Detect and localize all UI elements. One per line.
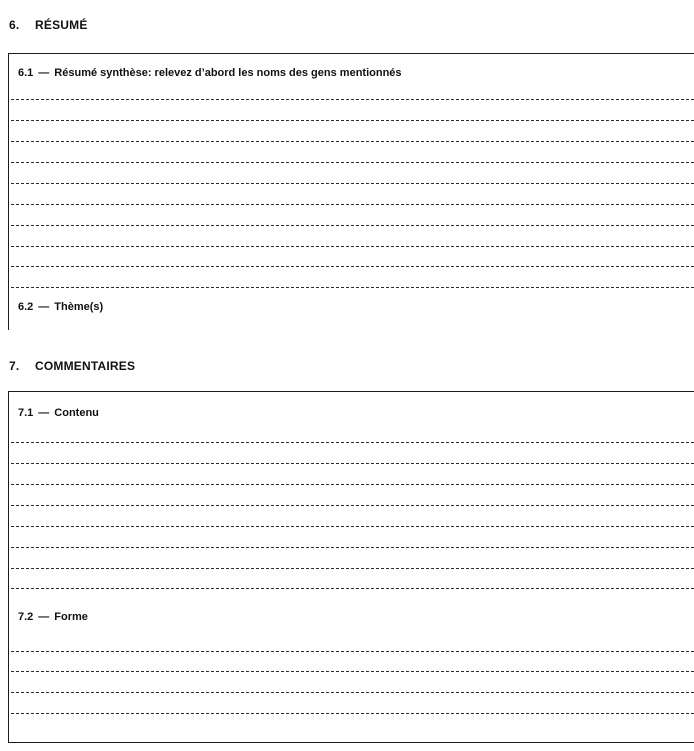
writing-line[interactable] bbox=[11, 162, 694, 163]
field-7-2-number: 7.2 bbox=[18, 611, 34, 623]
field-6-2-dash: — bbox=[38, 301, 50, 313]
field-6-2-number: 6.2 bbox=[18, 301, 34, 313]
writing-line[interactable] bbox=[11, 692, 694, 693]
commentaires-box bbox=[8, 391, 694, 743]
writing-line[interactable] bbox=[11, 713, 694, 714]
section-6-number: 6. bbox=[9, 18, 20, 32]
writing-line[interactable] bbox=[11, 588, 694, 589]
writing-line[interactable] bbox=[11, 568, 694, 569]
writing-line[interactable] bbox=[11, 266, 694, 267]
writing-line[interactable] bbox=[11, 484, 694, 485]
writing-line[interactable] bbox=[11, 442, 694, 443]
field-7-1-text: Contenu bbox=[54, 407, 99, 419]
section-6-heading: RÉSUMÉ bbox=[35, 18, 88, 32]
writing-line[interactable] bbox=[11, 225, 694, 226]
writing-line[interactable] bbox=[11, 671, 694, 672]
section-7-title bbox=[9, 359, 135, 373]
field-6-1-label bbox=[18, 67, 402, 79]
writing-line[interactable] bbox=[11, 526, 694, 527]
resume-box bbox=[8, 53, 694, 330]
field-7-1-number: 7.1 bbox=[18, 407, 34, 419]
writing-line[interactable] bbox=[11, 246, 694, 247]
field-7-1-dash: — bbox=[38, 407, 50, 419]
section-7-number: 7. bbox=[9, 359, 20, 373]
field-6-1-text: Résumé synthèse: relevez d’abord les noms des gens mentionnés bbox=[54, 67, 402, 79]
writing-line[interactable] bbox=[11, 547, 694, 548]
writing-line[interactable] bbox=[11, 204, 694, 205]
writing-line[interactable] bbox=[11, 651, 694, 652]
field-7-1-label bbox=[18, 407, 99, 419]
writing-line[interactable] bbox=[11, 505, 694, 506]
field-7-2-dash: — bbox=[38, 611, 50, 623]
field-6-1-number: 6.1 bbox=[18, 67, 34, 79]
field-7-2-text: Forme bbox=[54, 611, 88, 623]
field-7-2-label bbox=[18, 611, 88, 623]
writing-line[interactable] bbox=[11, 120, 694, 121]
field-6-2-label bbox=[18, 301, 103, 313]
writing-line[interactable] bbox=[11, 99, 694, 100]
field-6-1-dash: — bbox=[38, 67, 50, 79]
writing-line[interactable] bbox=[11, 141, 694, 142]
writing-line[interactable] bbox=[11, 183, 694, 184]
section-6-title bbox=[9, 18, 88, 32]
writing-line[interactable] bbox=[11, 463, 694, 464]
writing-line[interactable] bbox=[11, 287, 694, 288]
section-7-heading: COMMENTAIRES bbox=[35, 359, 136, 373]
field-6-2-text: Thème(s) bbox=[54, 301, 104, 313]
